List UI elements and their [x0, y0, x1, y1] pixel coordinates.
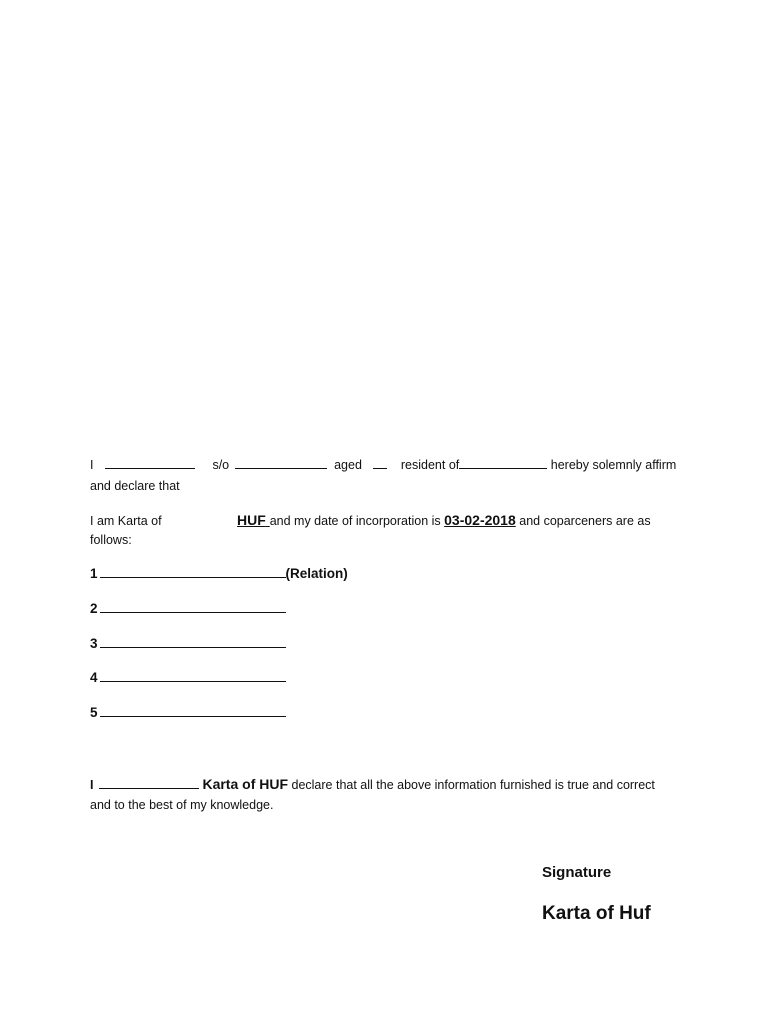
resident-label: resident of: [400, 458, 460, 472]
pronoun-i: I: [90, 778, 94, 792]
coparcener-blank: [100, 599, 286, 613]
item-number: 3: [90, 636, 98, 651]
item-number: 4: [90, 670, 98, 685]
aged-label: aged: [334, 458, 362, 472]
son-of-label: s/o: [212, 458, 230, 472]
declaration-line-1: [90, 776, 655, 793]
name-blank: [105, 457, 195, 469]
residence-blank: [459, 457, 547, 469]
karta-line-1: [90, 512, 651, 529]
incorporation-text: and my date of incorporation is: [269, 514, 441, 528]
huf-name-field: HUF: [237, 512, 266, 528]
declaration-line-2: and to the best of my knowledge.: [90, 798, 274, 812]
coparceners-text: and coparceners are as: [519, 514, 651, 528]
coparcener-item-3: [90, 634, 286, 653]
relation-label: (Relation): [285, 566, 348, 581]
karta-line-2: follows:: [90, 533, 132, 547]
pronoun-i: I: [90, 458, 94, 472]
item-number: 2: [90, 601, 98, 616]
coparcener-blank: [100, 564, 286, 578]
age-blank: [373, 457, 387, 469]
signature-label: Signature: [542, 864, 612, 881]
affirmation-line-2: and declare that: [90, 479, 180, 493]
affirmation-line-1: [90, 457, 676, 473]
coparcener-item-1: [90, 564, 348, 583]
coparcener-blank: [100, 668, 286, 682]
coparcener-item-5: [90, 703, 286, 722]
coparcener-blank: [100, 703, 286, 717]
affirm-text: hereby solemnly affirm: [550, 458, 677, 472]
karta-of-label: I am Karta of: [90, 514, 162, 528]
father-name-blank: [235, 457, 327, 469]
karta-of-huf-label: Karta of HUF: [202, 776, 289, 792]
coparcener-blank: [100, 634, 286, 648]
incorporation-date: 03-02-2018: [444, 512, 516, 528]
karta-name-blank: [99, 776, 199, 789]
declaration-text: declare that all the above information furnished is true and correct: [291, 778, 655, 792]
coparcener-item-4: [90, 668, 286, 687]
item-number: 5: [90, 705, 98, 720]
item-number: 1: [90, 566, 98, 581]
coparcener-item-2: [90, 599, 286, 618]
signature-title: Karta of Huf: [542, 903, 651, 924]
